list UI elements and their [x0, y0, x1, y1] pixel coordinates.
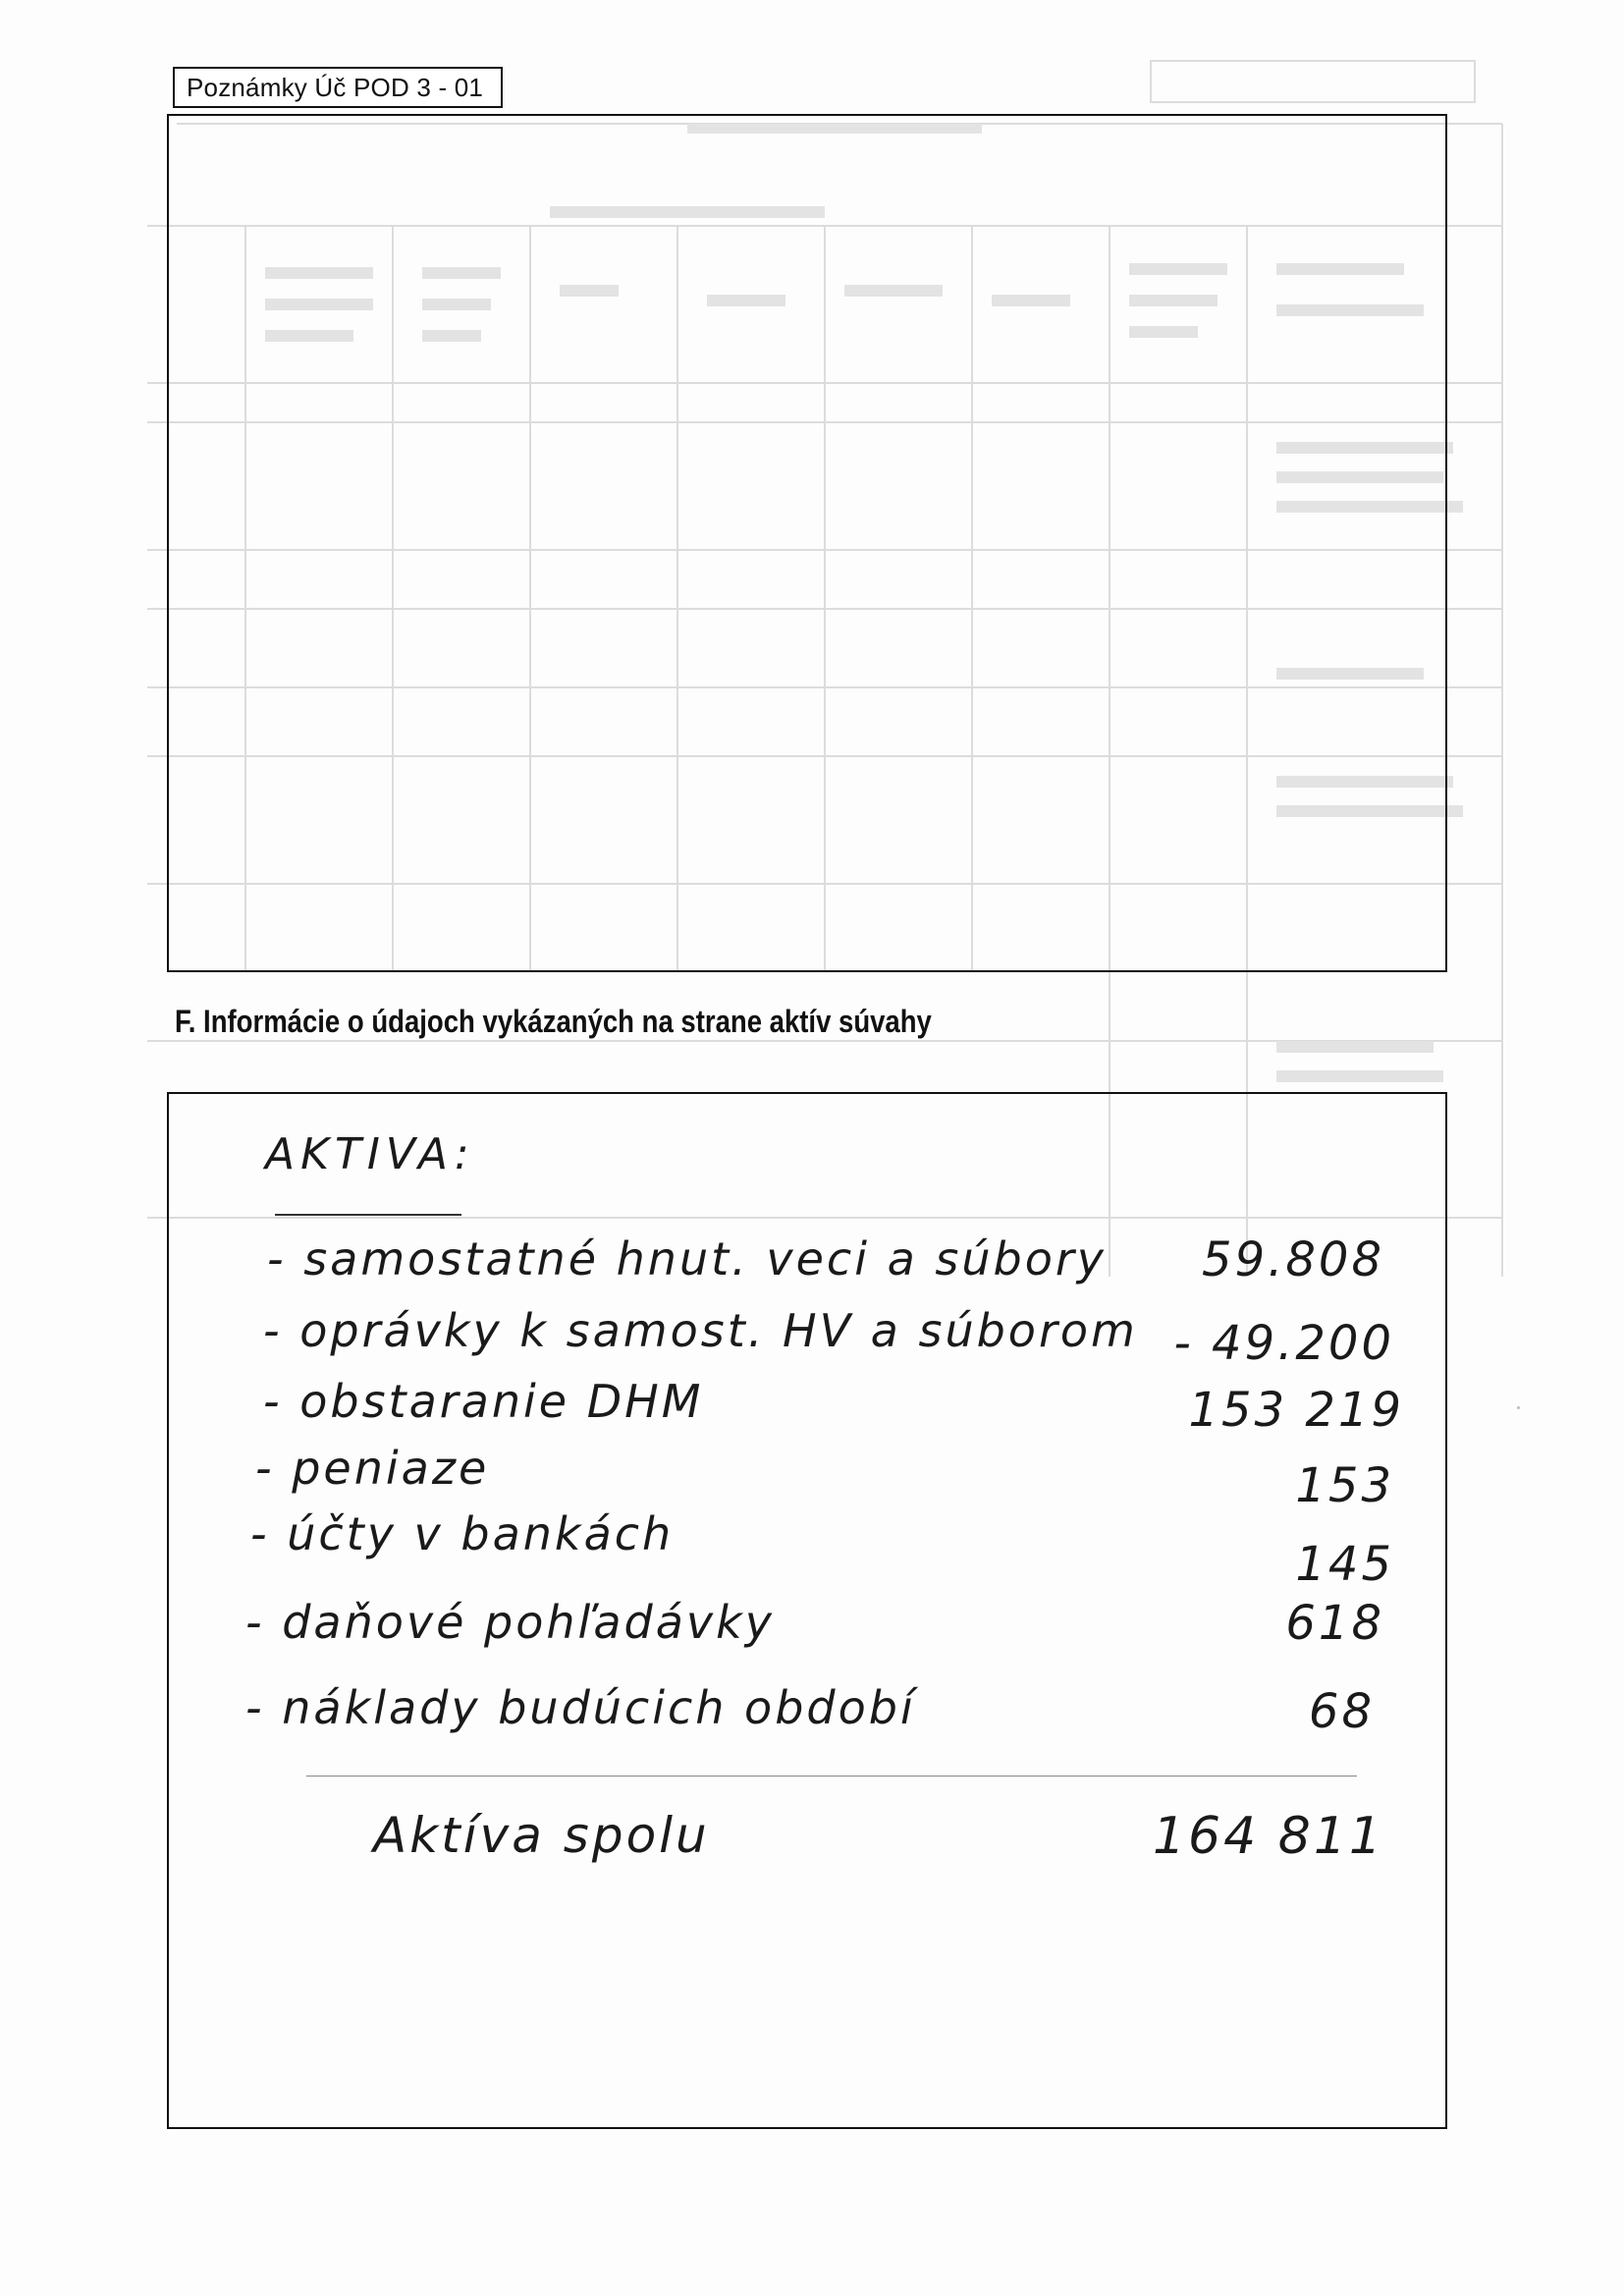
asset-row-value: 68 — [1308, 1684, 1375, 1739]
asset-row-value: 59.808 — [1202, 1232, 1384, 1287]
total-label: Aktíva spolu — [373, 1807, 710, 1864]
total-divider-line — [306, 1776, 1357, 1777]
asset-row-value: 153 — [1295, 1458, 1394, 1513]
title-underline — [275, 1214, 461, 1216]
asset-row-label: - peniaze — [255, 1442, 490, 1495]
asset-row-value: 153 219 — [1188, 1383, 1404, 1438]
asset-row-value: 618 — [1285, 1596, 1384, 1651]
asset-row-label: - účty v bankách — [250, 1507, 675, 1560]
asset-row-label: - samostatné hnut. veci a súbory — [267, 1232, 1107, 1285]
asset-row-value: - 49.200 — [1173, 1316, 1394, 1371]
asset-row-label: - náklady budúcich období — [245, 1681, 916, 1734]
total-value: 164 811 — [1152, 1807, 1384, 1866]
section-f-heading: F. Informácie o údajoch vykázaných na strane aktív súvahy — [175, 1004, 932, 1039]
scan-speck — [1517, 1406, 1520, 1409]
handwritten-title: AKTIVA: — [265, 1129, 475, 1179]
asset-row-label: - daňové pohľadávky — [245, 1596, 775, 1649]
asset-row-label: - oprávky k samost. HV a súborom — [263, 1304, 1138, 1357]
form-code-label: Poznámky Úč POD 3 - 01 — [173, 67, 503, 108]
empty-table-frame — [167, 114, 1447, 972]
asset-row-label: - obstaranie DHM — [263, 1375, 704, 1428]
asset-row-value: 145 — [1295, 1537, 1394, 1592]
